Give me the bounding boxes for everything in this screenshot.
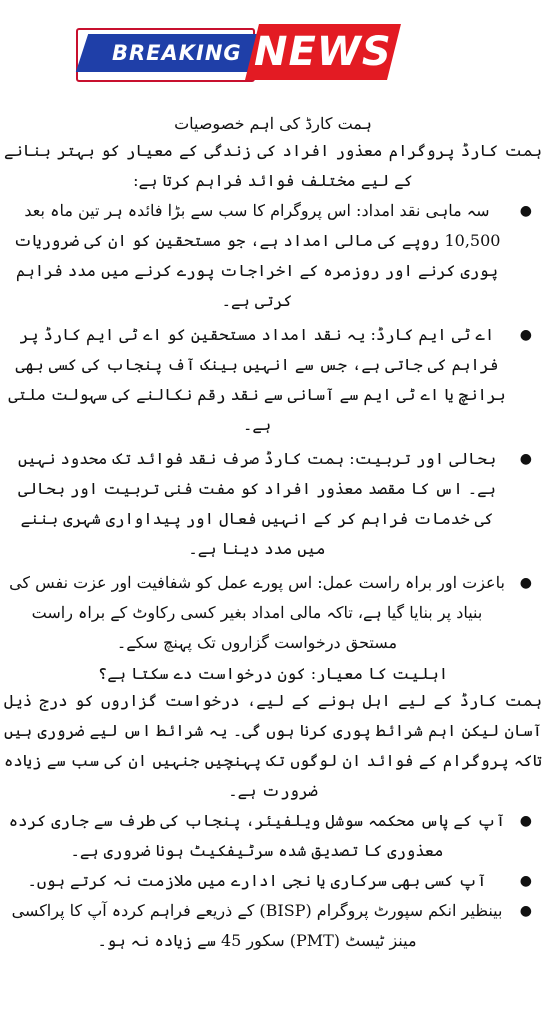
bullet-icon: ● — [519, 873, 532, 889]
article-intro: ہمت کارڈ پروگرام معذور افراد کی زندگی کے معیار کو بہتر بنانے کے لیے مختلف فوائد فراہم کرتا ہے: — [4, 141, 542, 190]
banner-breaking-text: BREAKING — [112, 41, 242, 65]
feature-text: باعزت اور براہ راست عمل: اس پورے عمل کو شفافیت اور عزت نفس کی بنیاد پر بنایا گیا ہے، تاکہ مالی امداد بغیر کسی رکاوٹ کے براہ راست مستحق درخواست گزاروں تک پہنچ سکے۔ — [9, 573, 505, 652]
requirement-text: آپ کسی بھی سرکاری یا نجی ادارے میں ملازمت نہ کرتے ہوں۔ — [27, 871, 487, 890]
banner-news-block — [245, 24, 401, 80]
breaking-news-banner — [0, 0, 546, 92]
bullet-icon: ● — [519, 903, 532, 919]
bullet-icon: ● — [519, 813, 532, 829]
list-item — [4, 196, 542, 316]
list-item — [4, 806, 542, 866]
eligibility-intro: ہمت کارڈ کے لیے اہل ہونے کے لیے، درخواست گزاروں کو درج ذیل آسان لیکن اہم شرائط پوری کرنا ہوں گی۔ یہ شرائط اس لیے ضروری ہیں تاکہ پروگرام کے فوائد ان لوگوں تک پہنچیں جنہیں ان کی سب سے زیادہ ضرورت ہے۔ — [4, 691, 542, 800]
list-item — [4, 444, 542, 564]
feature-text: سہ ماہی نقد امداد: اس پروگرام کا سب سے بڑا فائدہ ہر تین ماہ بعد 10,500 روپے کی مالی امداد ہے، جو مستحقین کو ان کی ضروریات پوری کرنے اور روزمرہ کے اخراجات پورے کرنے میں مدد فراہم کرتی ہے۔ — [13, 201, 501, 310]
list-item — [4, 320, 542, 440]
bullet-icon: ● — [519, 451, 532, 467]
feature-text: اے ٹی ایم کارڈ: یہ نقد امداد مستحقین کو اے ٹی ایم کارڈ پر فراہم کی جاتی ہے، جس سے انہیں بینک آف پنجاب کی کسی بھی برانچ یا اے ٹی ایم سے آسانی سے نقد رقم نکالنے کی سہولت ملتی ہے۔ — [8, 325, 506, 434]
requirement-text: بینظیر انکم سپورٹ پروگرام (BISP) کے ذریعے فراہم کردہ آپ کا پراکسی مینز ٹیسٹ (PMT) سکور 45 سے زیادہ نہ ہو۔ — [11, 901, 503, 950]
list-item — [4, 866, 542, 896]
banner-news-text: NEWS — [254, 29, 392, 75]
requirements-list — [4, 806, 542, 956]
eligibility-title: اہلیت کا معیار: کون درخواست دے سکتا ہے؟ — [97, 664, 449, 683]
bullet-icon: ● — [519, 575, 532, 591]
article-body — [0, 92, 546, 956]
bullet-icon: ● — [519, 327, 532, 343]
features-list — [4, 196, 542, 658]
feature-text: بحالی اور تربیت: ہمت کارڈ صرف نقد فوائد تک محدود نہیں ہے۔ اس کا مقصد معذور افراد کو مفت فنی تربیت اور بحالی کی خدمات فراہم کر کے انہیں فعال اور پیداواری شہری بننے میں مدد دینا ہے۔ — [17, 449, 497, 558]
list-item — [4, 568, 542, 658]
list-item — [4, 896, 542, 956]
requirement-text: آپ کے پاس محکمہ سوشل ویلفیئر، پنجاب کی طرف سے جاری کردہ معذوری کا تصدیق شدہ سرٹیفکیٹ ہونا ضروری ہے۔ — [8, 811, 506, 860]
bullet-icon: ● — [519, 203, 532, 219]
article-title: ہمت کارڈ کی اہم خصوصیات — [174, 114, 372, 133]
